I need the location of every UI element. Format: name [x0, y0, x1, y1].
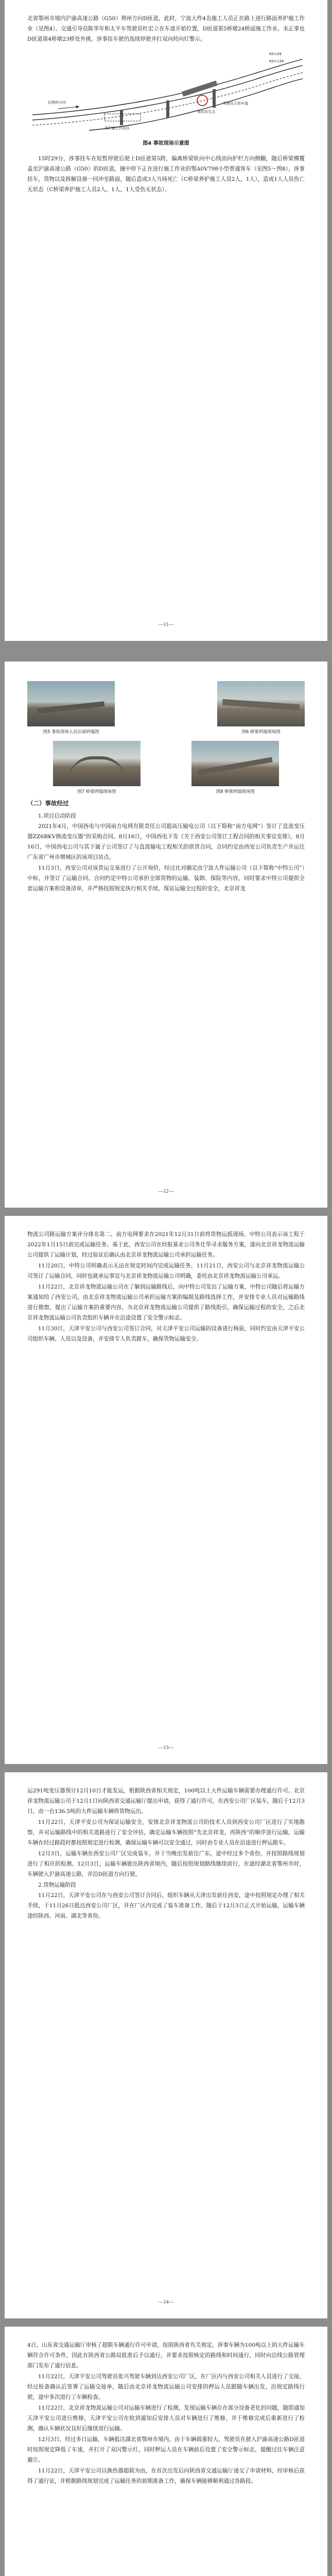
document-page-3 — [5, 1216, 327, 1764]
milestone-label: K0+134 — [269, 59, 284, 63]
page-number: —13— — [158, 1745, 174, 1751]
paragraph: 北省鄂州市境内沪渝高速公路（G50）荆州方向D匝道，此时，宁波大件4名施工人员正在路上进行路面养护施工作业（见图4）。交通引导员陈华年和太平车驾驶员杜宏立在车道开始位置，D匝道第5桥墩24桥面施工作业。未正事也D匝道第4桥墩23桥处外挑。涉事挂车驶仍连续停驶并打双向转向灯警示。 — [27, 15, 305, 42]
figure-caption: 图4 事故现场示意图 — [143, 141, 189, 146]
milestone-label: K0+09 — [269, 52, 282, 56]
accident-scene-diagram — [27, 48, 305, 133]
accident-point-label: 事故发生点 — [197, 110, 215, 114]
paragraph: 12月3日，经过多日运输，车辆抵达湖北省鄂州市境内，由于车辆载重较大，驾驶员在驶入沪渝高速公路D匝道时按照规定降低了车速，并打开了双闪警示灯，同时押运人员在车辆前后设置了安全警示标志，提醒过往车辆注意避让。 — [27, 2436, 305, 2463]
paragraph: 11月22日，天津平安公司驾驶员张兴驾驶车辆到达西安公司厂区，在厂区内与西安公司相关人员进行了交接，经过检查确认后签署了运输交接单，随后由北京祥龙物流运输公司安排的押运人员跟随车辆出发，沿规定路线行驶，途中多次进行了车辆检查。 — [27, 2374, 305, 2400]
paragraph: 4日，山东省交通运输厅审核了超限车辆通行许可申请，按照陕西省有关规定，涉事车辆为100吨以上的大件运输车辆符合许可条件，因此在陕西省公路局批准后予以通行，并要求按照核定的路线和时间通行，同时向沿线公路管理部门发布了通行信息。 — [27, 2342, 305, 2369]
document-page-4 — [5, 1772, 327, 2318]
subsection-heading: 2.货物运输阶段 — [38, 1882, 76, 1888]
paragraph: 11月22日，北京祥龙物流运输公司对运输车辆进行了检测，发现运输车辆存在部分设备老化的问题，随即通知天津平安公司进行维修，天津平安公司在收到通知后安排人员对车辆进行了维修，并于维修完成后重新进行了检测，确认车辆状况良好后继续进行运输。 — [27, 2405, 305, 2432]
document-page-5 — [5, 2327, 327, 2576]
paragraph: 物流公司路运输方案评分排名第二。南方电网要求在2021年12月31日前将货物运抵现场。中特公司表示该工程于2022年1月15日前完成运输任务。基于此，西安公司在经报基业公司务仕华寻求服务方案，遂向北京祥龙物流运输公司提供了运输计划，经过验证后确认由北京祥龙物流运输公司承担运输任务。 — [27, 1231, 305, 1258]
paragraph: 运291吨变压器预计12月10日才能发运，根据陕西省相关规定，100吨以上大件运输车辆需要办理通行许可。北京祥龙物流运输公司于12月1日向陕西省交通运输厅提出申请，获得了通行许可，在西安公司厂区装车，随后于12月3日，由一台136.5吨的大件运输车辆将货物运出。 — [27, 1788, 305, 1815]
subsection-heading: 1.项目启动阶段 — [38, 813, 76, 819]
accident-photo — [53, 741, 141, 786]
accident-photo — [27, 681, 115, 726]
photo-caption: 图7 桥梁坍塌现场图 — [77, 789, 116, 794]
paragraph: 11月22日，天津平安公司在与西安公司签订合同后，组织车辆从天津出发前往西安，途中按照规定办理了相关手续，于11月26日抵达西安公司厂区，并在厂区内完成了装车准备工作，随后于12月3日正式开始运输，运输车辆途经陕西、河南、湖北等省份。 — [27, 1892, 305, 1919]
paragraph: 12月3日，运输车辆在西安公司厂区完成装车，并于当晚出发前往广东，途中经过多个省份，并按照路线规划进行了相应的检测。12月3日，运输车辆驶出陕西省境内，随后按照规划路线继续前行，在途经湖北省鄂州市时，车辆驶入沪渝高速公路，并沿D匝道方向行驶。 — [27, 1851, 305, 1877]
paragraph: 11月22日，天津平安公司以换热器超载为由，在首次出发后向陕西省交通运输厅递交了申请材料，经审核后获得了通行证，并根据路线规划完成了运输任务的前期准备工作，确保车辆能够顺利通过各路段。 — [27, 2468, 305, 2484]
photo-caption: 图8 桥梁坍塌现场图 — [216, 789, 255, 794]
page-number: —11— — [158, 622, 174, 628]
document-page-1 — [5, 0, 327, 641]
direction-label: 往荆州方向 — [48, 100, 66, 105]
work-zone-label: 养护施工作业区 — [104, 126, 130, 130]
paragraph: 11月30日，天津平安公司与西安公司签订合同，对天津平安公司运输的设备进行核验，同时约定由天津平安公司组织车辆、人员以及设备，并安排专人负责跟车，确保货物运输安全。 — [27, 1326, 305, 1342]
paragraph: 11月22日，北京祥龙物流运输公司在了解到运输路线后，向中特公司发出了运输方案，中特公司随后将运输方案通知给了西安公司，由北京祥龙物流运输公司承担运输方案的编制及路线选择工作，并安排专业人员对运输路线进行勘察，提出了运输方案的重要内容，为北京祥龙物流运输公司提供了路线指引，确保运输过程的安全，之后北京祥龙物流运输公司负责组织车辆并在沿途设置了安全警示标志。 — [27, 1284, 305, 1321]
paragraph: 15时29分，涉事挂车在短暂停驶后驶上D匝道第5跨，偏离桥梁轨向中心线而向护栏方向侧翻，随后桥梁横覆盖至沪渝高速公路（G50）的D匝道，撞中停下正在进行施工作业的鄂A0V798小型普通客车（见图5～图8），涉事挂车，货物以及拆解设备一同冲至路面，随后造成3人当场死亡（C桥梁养护施工人员2人，1人），造成1人人员伤亡无状态（C桥梁养护施工人员2人，1人，1人受伤无状态）。 — [27, 156, 305, 193]
paragraph: 11月22日，天津平安公司为保证运输安全，安排北京祥龙物流公司的技术人员到西安公司厂区进行了实地勘察，并对运输路线中的相关道路进行了安全评估，确定运输车辆按照“先北京祥龙，再陕西”的顺序进行运输，运输车辆在经过路段时都按照规定进行检测，确保运输车辆可以安全通过，同时由专业人员在沿途进行押运跟车。 — [27, 1819, 305, 1846]
document-page-2 — [5, 662, 327, 1208]
paragraph: 2021年4月，中国西电与中国南方电网有限责任公司超高压输电公司（以下简称“南方电网”）签订了直流变压器ZZ6BKV换流变压器“的采购合同。8月16日，中国西电下发《关于西安公司签订工程合同的相关事宜安排》，8月16日，中国西电公司与其下属子公司签订了与直流输电工程相关的供货合同，合同约定由西安公司负责生产并运往广东省广州市增城区的该项目站点。 — [27, 823, 305, 860]
accident-photo — [217, 681, 305, 726]
page-number: —14— — [158, 2299, 174, 2305]
section-heading: （二）事故经过 — [27, 800, 69, 807]
page-number: —12— — [158, 1189, 174, 1194]
paragraph: 11月3日，西安公司对该货运交易进行了公开询价，经过比对确定由宁波大件运输公司（以下简称“中特公司”）中标，并签订了运输合同。合同约定中特公司承担全部货物的运输、装卸、保险等内容，同时要求中特公司提供全套运输方案和设备清单，并严格按照规定执行相关手续，保证运输全过程的安全，北京祥龙 — [27, 865, 305, 892]
lane-label: 驾驶员占用车道 — [223, 101, 248, 106]
photo-caption: 图5 事故现场人员后部坍塌图 — [43, 729, 99, 734]
paragraph: 11月20日，中特公司明确表示无法在规定时间内完成运输任务，11月21日，西安公司与北京祥龙物流运输公司签订了运输合同，同时也就承运事宜与北京祥龙物流运输公司明确，委托由北京祥龙物流运输公司承运。 — [27, 1263, 305, 1279]
accident-photo — [191, 741, 279, 786]
photo-caption: 图6 桥梁坍塌现场图 — [241, 729, 281, 734]
